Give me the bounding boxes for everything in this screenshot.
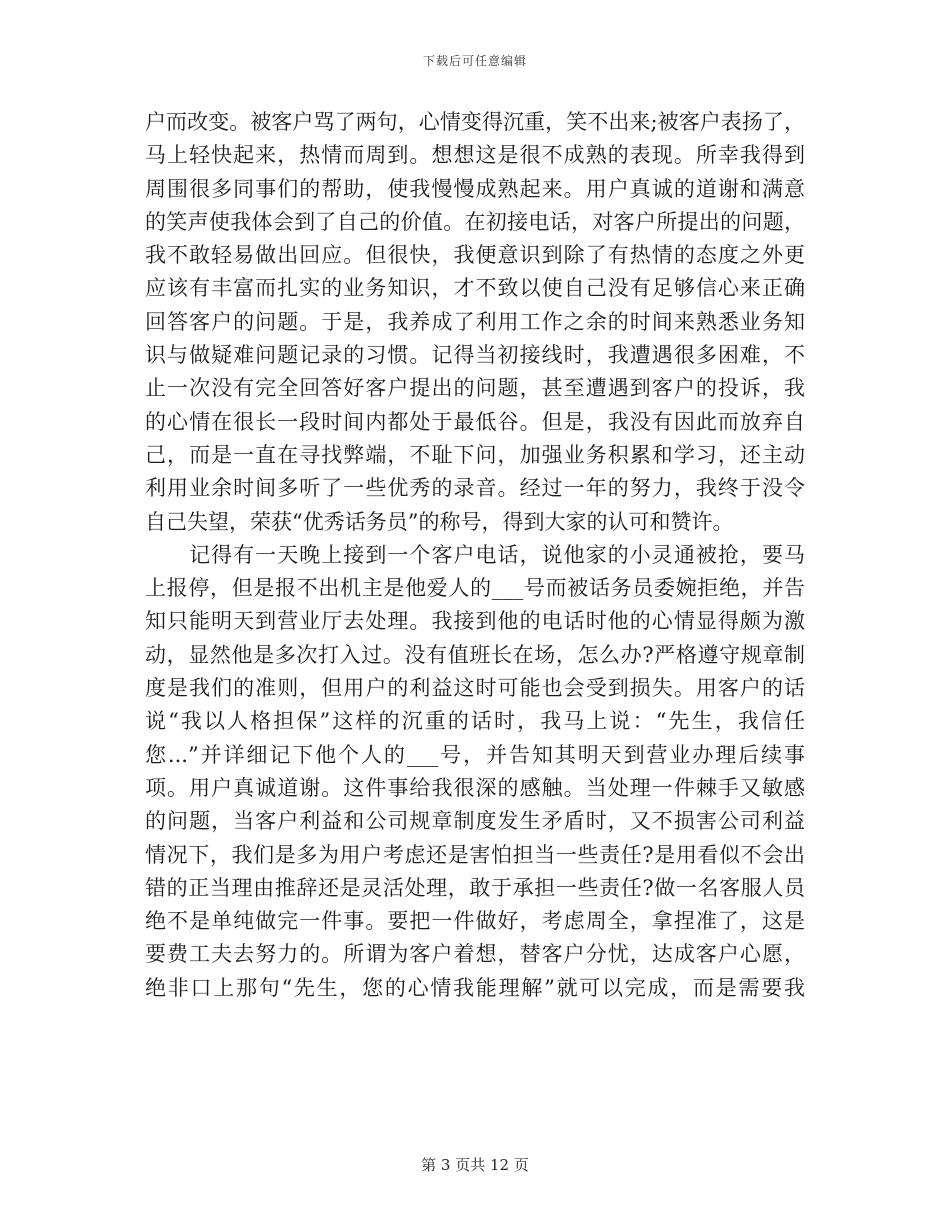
text-line: 回答客户的问题。于是，我养成了利用工作之余的时间来熟悉业务知 <box>145 309 805 334</box>
text-line: 上报停，但是报不出机主是他爱人的___号而被话务员委婉拒绝，并告 <box>145 576 805 601</box>
text-line: 户而改变。被客户骂了两句，心情变得沉重，笑不出来;被客户表扬了， <box>145 110 805 134</box>
text-line: 说“我以人格担保”这样的沉重的话时，我马上说：“先生，我信任 <box>145 709 805 734</box>
text-line: 止一次没有完全回答好客户提出的问题，甚至遭遇到客户的投诉，我 <box>145 376 805 401</box>
page-header-note: 下载后可任意编辑 <box>422 54 527 68</box>
text-line: 绝非口上那句“先生，您的心情我能理解”就可以完成，而是需要我 <box>145 975 805 1000</box>
text-line: 要费工夫去努力的。所谓为客户着想，替客户分忧，达成客户心愿， <box>145 942 805 967</box>
text-line: 的心情在很长一段时间内都处于最低谷。但是，我没有因此而放弃自 <box>145 409 805 434</box>
text-line: 周围很多同事们的帮助，使我慢慢成熟起来。用户真诚的道谢和满意 <box>145 176 805 201</box>
text-line: 错的正当理由推辞还是灵活处理，敢于承担一些责任?做一名客服人员 <box>145 875 805 900</box>
text-line: 我不敢轻易做出回应。但很快，我便意识到除了有热情的态度之外更 <box>145 243 805 268</box>
text-line: 您...”并详细记下他个人的___号，并告知其明天到营业办理后续事 <box>145 742 805 767</box>
text-line: 马上轻快起来，热情而周到。想想这是很不成熟的表现。所幸我得到 <box>145 143 805 168</box>
text-line: 度是我们的准则，但用户的利益这时可能也会受到损失。用客户的话 <box>145 676 805 701</box>
document-body <box>145 106 805 1005</box>
text-line: 知只能明天到营业厅去处理。我接到他的电话时他的心情显得颇为激 <box>145 609 805 634</box>
text-line: 情况下，我们是多为用户考虑还是害怕担当一些责任?是用看似不会出 <box>145 842 805 867</box>
text-line: 的笑声使我体会到了自己的价值。在初接电话，对客户所提出的问题， <box>145 209 805 234</box>
page-number: 第 3 页共 12 页 <box>421 1156 529 1174</box>
text-line: 己，而是一直在寻找弊端，不耻下问，加强业务积累和学习，还主动 <box>145 442 805 467</box>
text-line: 绝不是单纯做完一件事。要把一件做好，考虑周全，拿捏准了，这是 <box>145 909 805 934</box>
paragraph-end-line: 自己失望，荣获“优秀话务员”的称号，得到大家的认可和赞许。 <box>145 509 734 534</box>
text-line: 利用业余时间多听了一些优秀的录音。经过一年的努力，我终于没令 <box>145 476 805 501</box>
text-line: 的问题，当客户利益和公司规章制度发生矛盾时，又不损害公司利益 <box>145 809 805 834</box>
text-line: 动，显然他是多次打入过。没有值班长在场，怎么办?严格遵守规章制 <box>145 642 805 667</box>
text-line: 识与做疑难问题记录的习惯。记得当初接线时，我遭遇很多困难，不 <box>145 343 805 368</box>
paragraph-start-line: 记得有一天晚上接到一个客户电话，说他家的小灵通被抢，要马 <box>145 542 805 567</box>
text-line: 项。用户真诚道谢。这件事给我很深的感触。当处理一件棘手又敏感 <box>145 775 805 800</box>
text-line: 应该有丰富而扎实的业务知识，才不致以使自己没有足够信心来正确 <box>145 276 805 301</box>
